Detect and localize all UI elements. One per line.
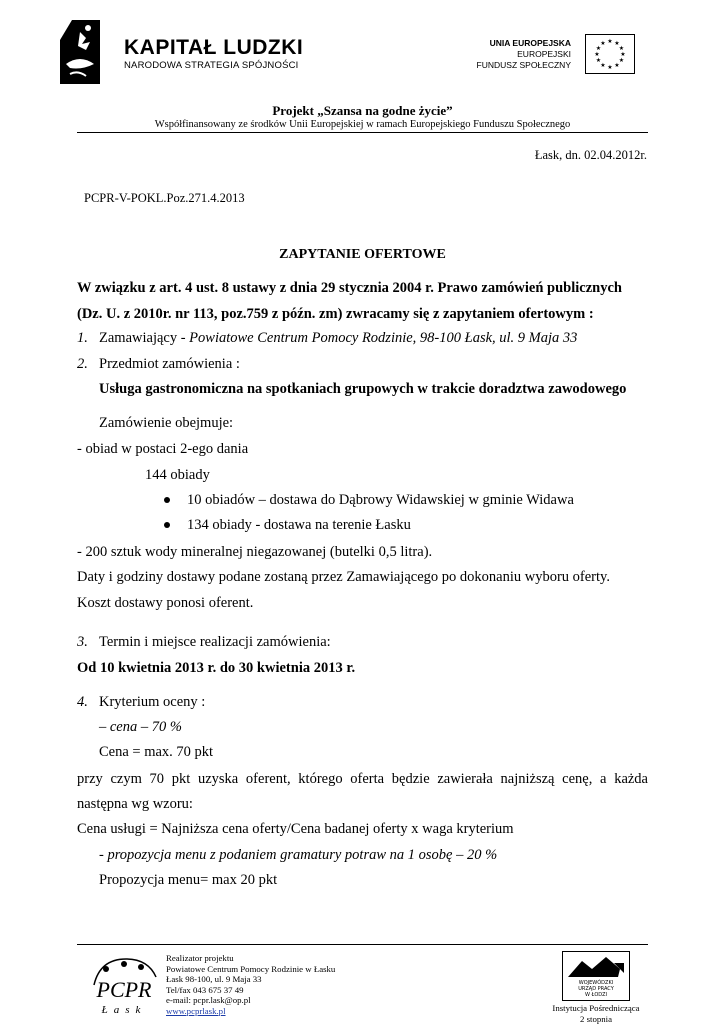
svg-text:★: ★	[618, 45, 625, 52]
scope-line-4: Koszt dostawy ponosi oferent.	[77, 595, 254, 611]
svg-text:★: ★	[614, 40, 620, 47]
eu-text-block	[477, 38, 571, 71]
document-title: ZAPYTANIE OFERTOWE	[279, 247, 446, 262]
svg-text:★: ★	[595, 57, 602, 64]
footer-realizer-name: Powiatowe Centrum Pomocy Rodzinie w Łasku	[166, 963, 336, 974]
bullet-item-2: 134 obiady - dostawa na terenie Łasku	[187, 517, 411, 533]
svg-text:★: ★	[607, 38, 613, 45]
project-title: Projekt „Szansa na godne życie”	[272, 103, 453, 118]
footer-email: e-mail: pcpr.lask@op.pl	[166, 995, 251, 1005]
kapital-ludzki-title: KAPITAŁ LUDZKI	[124, 36, 304, 59]
svg-text:★: ★	[607, 64, 613, 71]
scope-label: Zamówienie obejmuje:	[99, 415, 234, 431]
eu-flag-icon	[585, 34, 635, 74]
wup-line-2: URZĄD PRACY	[578, 986, 614, 992]
criterion-1-formula: Cena usługi = Najniższa cena oferty/Cena badanej oferty x waga kryterium	[77, 821, 514, 837]
intro-line-2: (Dz. U. z 2010r. nr 113, poz.759 z późn. zm) zwracamy się z zapytaniem ofertowym :	[77, 306, 594, 322]
svg-text:★: ★	[600, 62, 606, 69]
footer-address: Łask 98-100, ul. 9 Maja 33	[166, 974, 262, 984]
institution-block	[540, 1003, 652, 1024]
footer-website-link[interactable]: www.pcprlask.pl	[166, 1005, 226, 1016]
pcpr-logo-subtext: Łask	[101, 1004, 147, 1016]
footer-phone: Tel/fax 043 675 37 49	[166, 984, 244, 995]
pcpr-logo-icon	[86, 955, 162, 1017]
item-1-row	[99, 329, 577, 347]
wup-logo-icon	[562, 951, 630, 1001]
criterion-1: – cena – 70 %	[99, 719, 182, 735]
footer-divider	[77, 944, 648, 945]
svg-text:★: ★	[620, 51, 626, 58]
criterion-1-description-1: przy czym 70 pkt uzyska oferent, którego oferta będzie zawierała najniższą cenę, a każda	[77, 771, 648, 787]
scope-line-3: Daty i godziny dostawy podane zostaną przez Zamawiającego po dokonaniu wyboru oferty.	[77, 569, 610, 585]
item-4-label: Kryterium oceny :	[99, 694, 206, 710]
intro-line-1: W związku z art. 4 ust. 8 ustawy z dnia 29 stycznia 2004 r. Prawo zamówień publicznych	[77, 280, 622, 296]
svg-text:★: ★	[618, 57, 625, 64]
footer-realizer-label: Realizator projektu	[166, 953, 234, 963]
pcpr-logo-text: PCPR	[96, 977, 152, 1002]
eu-line-1: UNIA EUROPEJSKA	[489, 38, 571, 48]
item-1-label: Zamawiający -	[99, 330, 190, 346]
item-2-number: 2.	[77, 356, 88, 372]
criterion-2-points: Propozycja menu= max 20 pkt	[99, 872, 278, 888]
svg-text:★: ★	[600, 40, 606, 47]
kapital-ludzki-subtitle: NARODOWA STRATEGIA SPÓJNOŚCI	[124, 60, 299, 71]
criterion-1-description-2: następna wg wzoru:	[77, 796, 193, 812]
wup-line-3: W ŁODZI	[584, 992, 608, 998]
svg-text:★: ★	[595, 45, 602, 52]
scope-line-1: - obiad w postaci 2-ego dania	[77, 441, 249, 457]
item-3-label: Termin i miejsce realizacji zamówienia:	[99, 634, 331, 650]
item-2-label: Przedmiot zamówienia :	[99, 356, 240, 372]
institution-line-1: Instytucja Pośrednicząca	[552, 1003, 640, 1013]
place-date: Łask, dn. 02.04.2012r.	[534, 148, 647, 162]
eu-line-2: EUROPEJSKI	[517, 49, 571, 59]
svg-text:★: ★	[614, 62, 620, 69]
item-2-value: Usługa gastronomiczna na spotkaniach grupowych w trakcie doradztwa zawodowego	[99, 381, 627, 397]
eu-line-3: FUNDUSZ SPOŁECZNY	[476, 60, 571, 70]
footer-realizer-block	[166, 953, 335, 1016]
kapital-ludzki-logo-icon	[60, 20, 122, 84]
bullet-dot-icon	[164, 522, 170, 528]
item-4-number: 4.	[77, 694, 88, 710]
wup-line-1: WOJEWÓDZKI	[578, 980, 614, 986]
institution-line-2: 2 stopnia	[579, 1013, 612, 1024]
criterion-2: - propozycja menu z podaniem gramatury potraw na 1 osobę – 20 %	[99, 847, 498, 863]
item-1-number: 1.	[77, 330, 88, 346]
item-1-value: Powiatowe Centrum Pomocy Rodzinie, 98-100 Łask, ul. 9 Maja 33	[189, 330, 578, 346]
svg-text:★: ★	[594, 51, 600, 58]
scope-line-2: - 200 sztuk wody mineralnej niegazowanej (butelki 0,5 litra).	[77, 544, 433, 560]
header-divider	[77, 132, 648, 133]
reference-number: PCPR-V-POKL.Poz.271.4.2013	[84, 191, 245, 205]
bullet-item-1: 10 obiadów – dostawa do Dąbrowy Widawskiej w gminie Widawa	[187, 492, 574, 508]
criterion-1-points: Cena = max. 70 pkt	[99, 744, 214, 760]
scope-count: 144 obiady	[145, 467, 210, 483]
item-3-value: Od 10 kwietnia 2013 r. do 30 kwietnia 2013 r.	[77, 660, 356, 676]
item-3-number: 3.	[77, 634, 88, 650]
project-subtitle: Współfinansowany ze środków Unii Europejskiej w ramach Europejskiego Funduszu Społecznego	[154, 119, 571, 130]
bullet-dot-icon	[164, 497, 170, 503]
